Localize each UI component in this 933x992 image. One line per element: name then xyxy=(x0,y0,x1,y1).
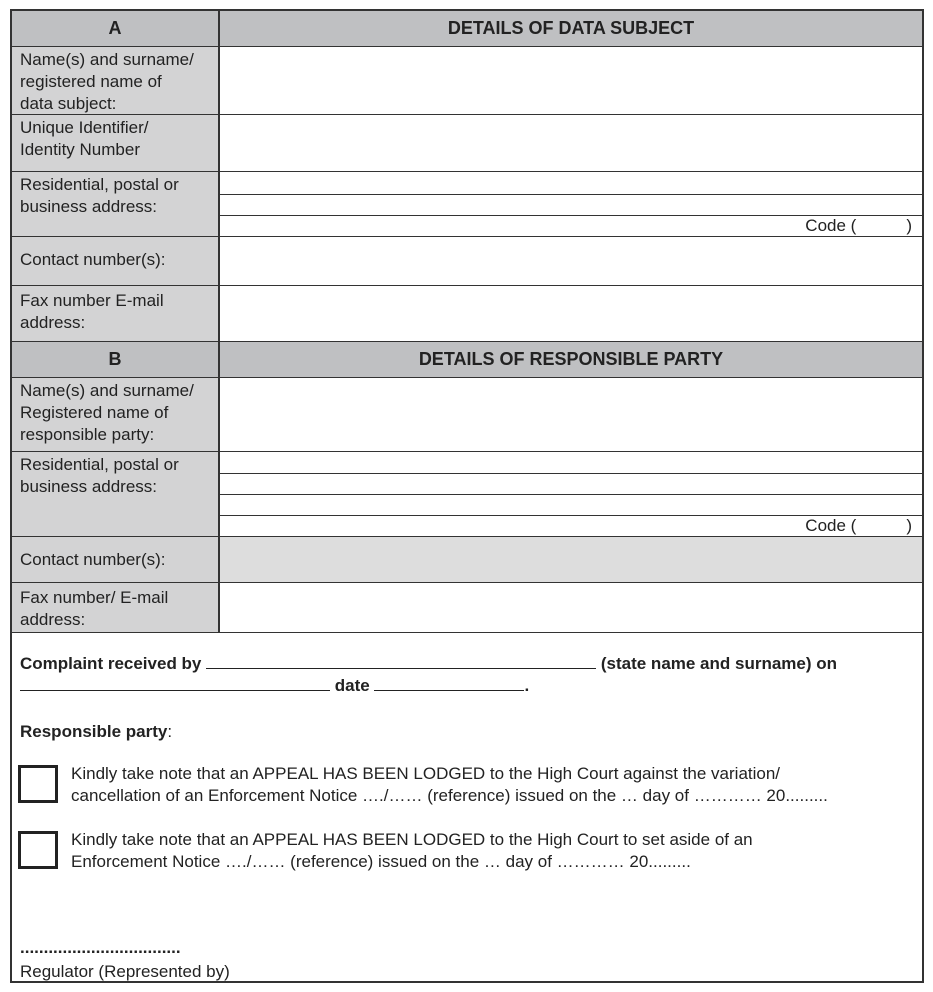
address-line-divider xyxy=(220,194,922,195)
data-subject-fax-label: Fax number E-mail address: xyxy=(12,286,220,341)
complaint-received-statement: Complaint received by (state name and surname) on date . xyxy=(20,654,838,695)
responsible-party-heading: Responsible party: xyxy=(20,722,173,741)
responsible-party-contact-row xyxy=(12,537,922,583)
data-subject-contact-label: Contact number(s): xyxy=(12,237,220,285)
appeal-variation-checkbox[interactable] xyxy=(18,765,58,803)
data-subject-id-field[interactable] xyxy=(220,115,922,171)
signature-line[interactable]: .................................. xyxy=(20,938,181,957)
received-by-blank[interactable] xyxy=(206,654,596,669)
address-line-divider xyxy=(220,473,922,474)
responsible-party-contact-label: Contact number(s): xyxy=(12,537,220,582)
section-a-header xyxy=(12,11,922,47)
data-subject-name-label: Name(s) and surname/ registered name of data subject: xyxy=(12,47,220,114)
section-b-title: DETAILS OF RESPONSIBLE PARTY xyxy=(418,349,724,369)
responsible-party-name-row xyxy=(12,378,922,452)
data-subject-address-field[interactable] xyxy=(220,172,922,236)
responsible-party-address-row xyxy=(12,452,922,537)
address-line-divider xyxy=(220,494,922,495)
data-subject-id-label: Unique Identifier/ Identity Number xyxy=(12,115,220,171)
responsible-party-address-field[interactable] xyxy=(220,452,922,536)
section-a-letter: A xyxy=(12,11,220,46)
date-blank[interactable] xyxy=(374,676,524,691)
responsible-party-fax-label: Fax number/ E-mail address: xyxy=(12,583,220,632)
responsible-party-contact-field[interactable] xyxy=(220,537,922,582)
signature-label: Regulator (Represented by) xyxy=(20,962,230,981)
received-on-blank[interactable] xyxy=(20,676,330,691)
data-subject-contact-field[interactable] xyxy=(220,237,922,285)
data-subject-address-label: Residential, postal or business address: xyxy=(12,172,220,236)
data-subject-fax-row xyxy=(12,286,922,342)
data-subject-name-field[interactable] xyxy=(220,47,922,114)
section-b-letter: B xyxy=(12,342,220,377)
section-a-title: DETAILS OF DATA SUBJECT xyxy=(447,18,695,38)
notice-section xyxy=(12,633,922,981)
data-subject-id-row xyxy=(12,115,922,172)
data-subject-fax-field[interactable] xyxy=(220,286,922,341)
appeal-set-aside-text: Kindly take note that an APPEAL HAS BEEN LODGED to the High Court to set aside of an Enforcement Notice …./…… (reference) issued on the … day of ………… 20......... xyxy=(71,830,753,871)
data-subject-address-row xyxy=(12,172,922,237)
data-subject-contact-row xyxy=(12,237,922,286)
data-subject-name-row xyxy=(12,47,922,115)
appeal-set-aside-checkbox[interactable] xyxy=(18,831,58,869)
responsible-party-postal-code[interactable]: Code ( ) xyxy=(805,516,912,535)
responsible-party-fax-row xyxy=(12,583,922,633)
section-b-header xyxy=(12,342,922,378)
appeal-variation-text: Kindly take note that an APPEAL HAS BEEN LODGED to the High Court against the variation/ cancellation of an Enforcement Notice …./…… (reference) issued on the … day of ………… 20......... xyxy=(71,764,828,805)
responsible-party-fax-field[interactable] xyxy=(220,583,922,632)
responsible-party-address-label: Residential, postal or business address: xyxy=(12,452,220,536)
responsible-party-name-label: Name(s) and surname/ Registered name of responsible party: xyxy=(12,378,220,451)
complaint-form xyxy=(10,9,924,983)
data-subject-postal-code[interactable]: Code ( ) xyxy=(805,216,912,235)
responsible-party-name-field[interactable] xyxy=(220,378,922,451)
